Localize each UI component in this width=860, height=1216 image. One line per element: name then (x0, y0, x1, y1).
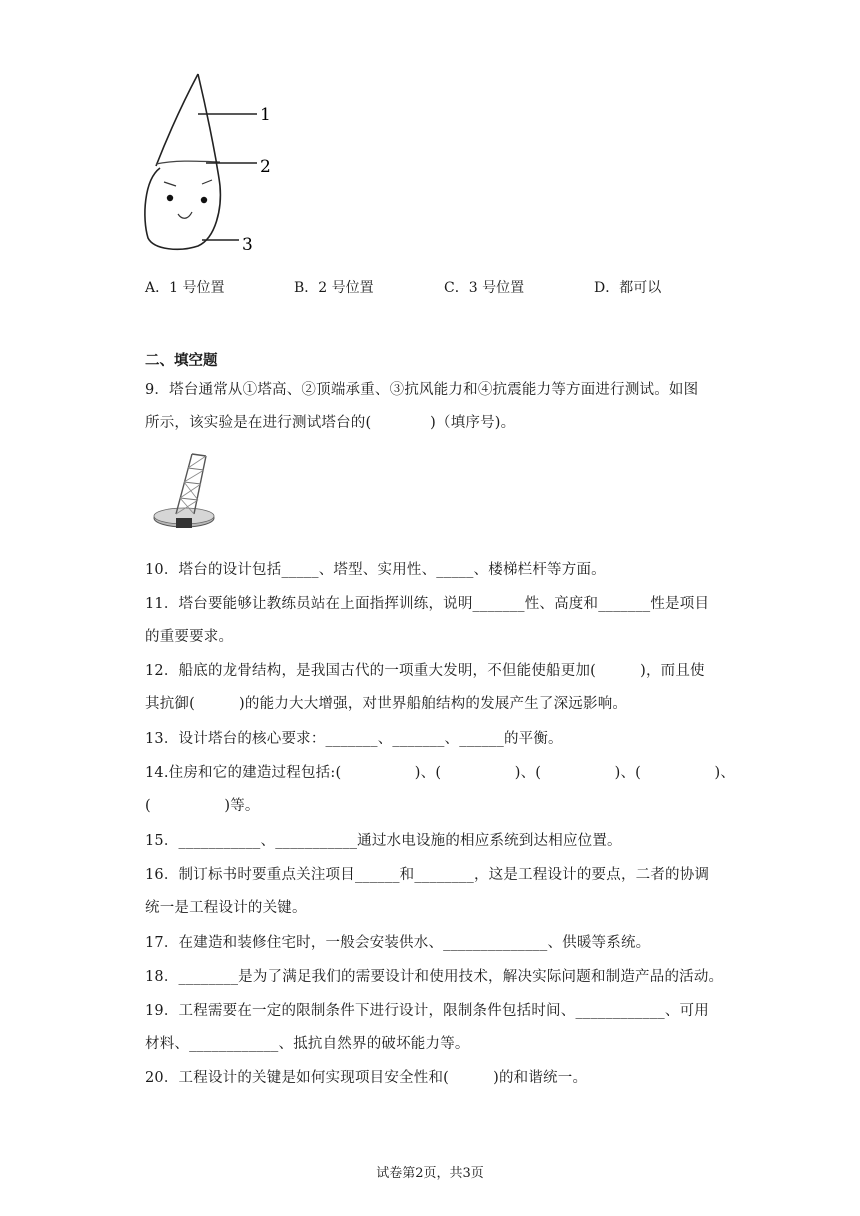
q15-line: 15．___________、___________通过水电设施的相应系统到达相应位置。 (145, 833, 622, 849)
q19-line2: 材料、____________、抵抗自然界的破坏能力等。 (145, 1036, 470, 1052)
q19-line1: 19．工程需要在一定的限制条件下进行设计，限制条件包括时间、____________、可用 (145, 1003, 709, 1019)
q12-line1: 12．船底的龙骨结构，是我国古代的一项重大发明，不但能使船更加( )，而且使 (145, 663, 705, 679)
option-b-letter: B． (294, 280, 319, 296)
q9-line1: 9．塔台通常从①塔高、②顶端承重、③抗风能力和④抗震能力等方面进行测试。如图 (145, 382, 699, 398)
q16-line1: 16．制订标书时要重点关注项目______和________，这是工程设计的要点，二者的协调 (145, 867, 710, 883)
option-c-letter: C． (444, 280, 469, 296)
tower-test-image (150, 448, 220, 536)
option-d-letter: D． (594, 280, 620, 296)
q12-line2: 其抗御( )的能力大大增强，对世界船舶结构的发展产生了深远影响。 (145, 696, 628, 712)
q10-line: 10．塔台的设计包括_____、塔型、实用性、_____、楼梯栏杆等方面。 (145, 562, 606, 578)
q9-line2: 所示，该实验是在进行测试塔台的( )（填序号)。 (145, 415, 516, 431)
option-d (594, 277, 661, 297)
option-b (294, 277, 374, 297)
q14-line2: ( )等。 (145, 798, 260, 814)
option-c (444, 277, 524, 297)
page-footer: 试卷第2页，共3页 (376, 1166, 484, 1181)
q20-line: 20．工程设计的关键是如何实现项目安全性和( )的和谐统一。 (145, 1070, 588, 1086)
q14-line1: 14.住房和它的建造过程包括:( )、( )、( )、( )、 (145, 765, 736, 781)
option-a-letter: A． (145, 280, 170, 296)
option-b-text: 2 号位置 (318, 280, 374, 296)
q13-line: 13．设计塔台的核心要求：_______、_______、______的平衡。 (145, 731, 563, 747)
option-a (145, 277, 224, 297)
option-d-text: 都可以 (619, 280, 662, 296)
q18-line: 18．________是为了满足我们的需要设计和使用技术，解决实际问题和制造产品的活动。 (145, 969, 724, 985)
hat-label-3: 3 (242, 235, 253, 255)
section-title: 二、填空题 (145, 352, 218, 369)
hat-label-1: 1 (260, 105, 271, 125)
q17-line: 17．在建造和装修住宅时，一般会安装供水、______________、供暖等系统。 (145, 935, 651, 951)
q11-line1: 11．塔台要能够让教练员站在上面指挥训练，说明_______性、高度和_______性是项目 (145, 596, 710, 612)
q11-line2: 的重要要求。 (145, 629, 234, 645)
hat-figure (140, 68, 280, 258)
option-c-text: 3 号位置 (468, 280, 525, 296)
hat-label-2: 2 (260, 157, 271, 177)
q16-line2: 统一是工程设计的关键。 (145, 900, 307, 916)
option-a-text: 1 号位置 (169, 280, 225, 296)
